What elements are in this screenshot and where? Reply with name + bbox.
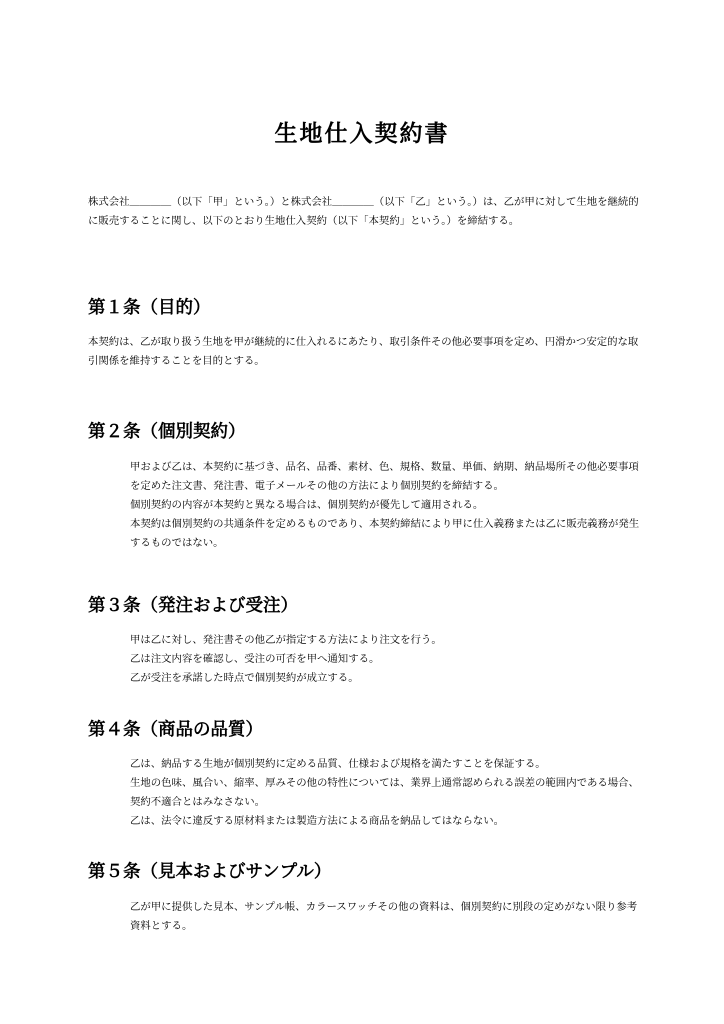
article-4-paragraph-2: 生地の色味、風合い、縮率、厚みその他の特性については、業界上通常認められる誤差の範囲内である場合、契約不適合とはみなさない。: [130, 777, 639, 808]
document-title: 生地仕入契約書: [274, 121, 450, 147]
article-2-body: [130, 458, 640, 553]
article-1-paragraph-1: 本契約は、乙が取り扱う生地を甲が継続的に仕入れるにあたり、取引条件その他必要事項を定め、円滑かつ安定的な取引関係を維持することを目的とする。: [88, 336, 639, 367]
article-3-heading: 第３条（発注および受注）: [88, 596, 298, 616]
article-2-heading: 第２条（個別契約）: [88, 422, 246, 442]
article-1-heading: 第１条（目的）: [88, 298, 211, 318]
article-2-paragraph-1: 甲および乙は、本契約に基づき、品名、品番、素材、色、規格、数量、単価、納期、納品場所その他必要事項を定めた注文書、発注書、電子メールその他の方法により個別契約を締結する。: [130, 461, 639, 492]
article-2-paragraph-3: 本契約は個別契約の共通条件を定めるものであり、本契約締結により甲に仕入義務または乙に販売義務が発生するものではない。: [130, 518, 640, 549]
article-4-paragraph-3: 乙は、法令に違反する原材料または製造方法による商品を納品してはならない。: [130, 815, 505, 827]
article-5-heading: 第５条（見本およびサンプル）: [88, 862, 332, 882]
article-1-body: [88, 333, 648, 371]
article-3-body: [130, 631, 640, 688]
article-3-paragraph-1: 甲は乙に対し、発注書その他乙が指定する方法により注文を行う。: [130, 634, 442, 646]
article-2-paragraph-2: 個別契約の内容が本契約と異なる場合は、個別契約が優先して適用される。: [130, 499, 484, 511]
article-3-paragraph-3: 乙が受注を承諾した時点で個別契約が成立する。: [130, 672, 359, 684]
article-4-paragraph-1: 乙は、納品する生地が個別契約に定める品質、仕様および規格を満たすことを保証する。: [130, 758, 546, 770]
article-4-heading: 第４条（商品の品質）: [88, 720, 263, 740]
article-3-paragraph-2: 乙は注文内容を確認し、受注の可否を甲へ通知する。: [130, 653, 380, 665]
preamble-text: 株式会社＿＿＿＿（以下「甲」という。）と株式会社＿＿＿＿（以下「乙」という。）は、乙が甲に対して生地を継続的に販売することに関し、以下のとおり生地仕入契約（以下「本契約」という。）を締結する。: [88, 196, 639, 227]
article-4-body: [130, 755, 640, 831]
article-5-body: [130, 898, 640, 936]
article-5-paragraph-1: 乙が甲に提供した見本、サンプル帳、カラースワッチその他の資料は、個別契約に別段の定めがない限り参考資料とする。: [130, 901, 638, 932]
